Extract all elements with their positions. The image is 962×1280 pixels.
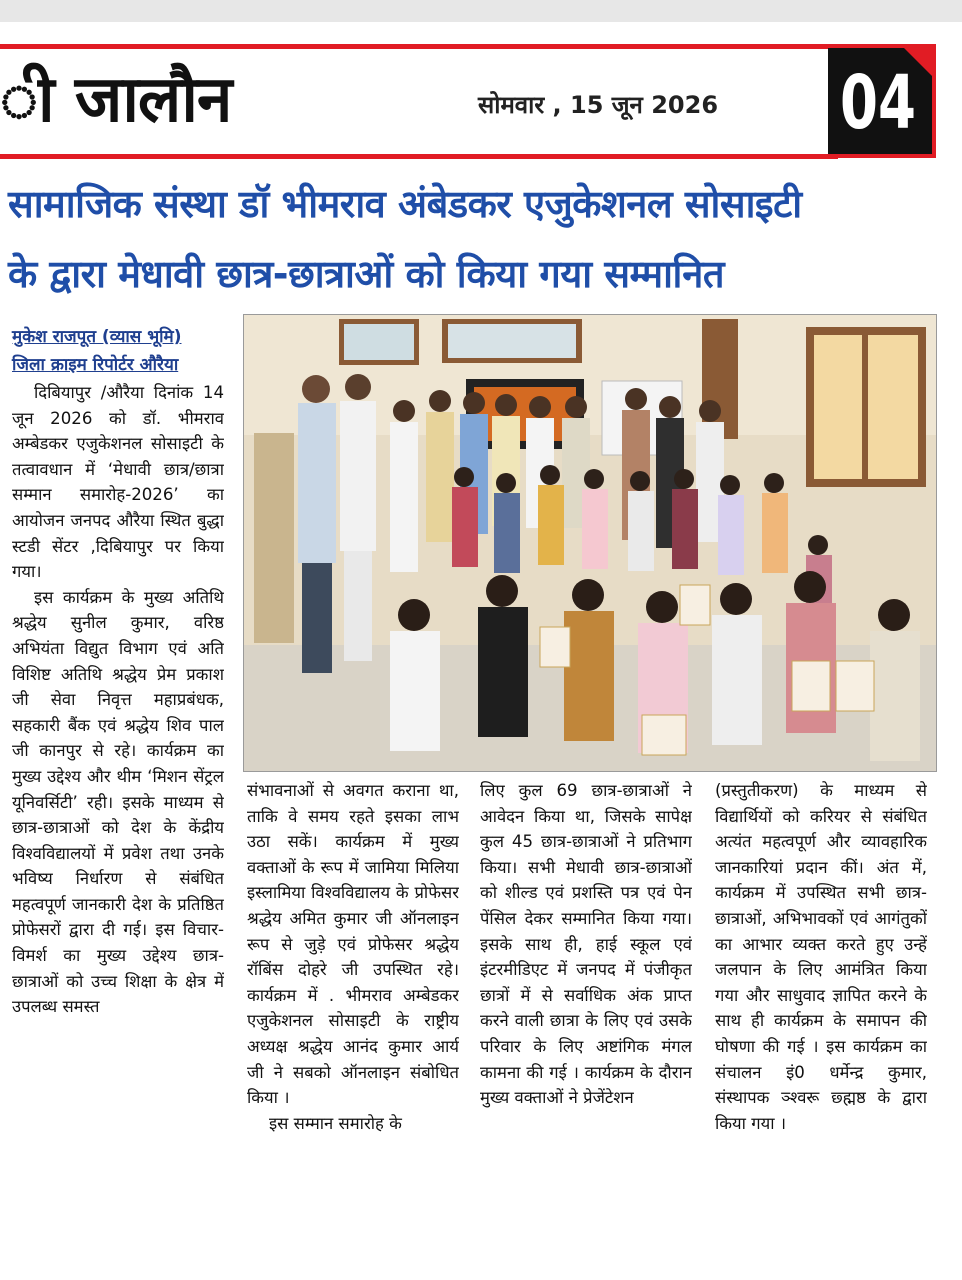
byline-role: जिला क्राइम रिपोर्टर औरैया	[12, 355, 179, 375]
article-column-1	[12, 380, 224, 1280]
top-margin	[0, 0, 962, 22]
paragraph: इस सम्मान समारोह के	[269, 1113, 402, 1133]
paragraph: संभावनाओं से अवगत कराना था, ताकि वे समय रहते इसका लाभ उठा सकें। कार्यक्रम में मुख्य वक्ताओं के रूप में जामिया मिलिया इस्लामिया विश्वविद्यालय के प्रोफेसर श्रद्धेय अमित कुमार जी ऑनलाइन रूप से जुड़े एवं प्रोफेसर श्रद्धेय रॉबिंस दोहरे जी उपस्थित रहे। कार्यक्रम में . भीमराव अम्बेडकर एजुकेशनल सोसाइटी के राष्ट्रीय अध्यक्ष श्रद्धेय आनंद कुमार आर्य जी ने सबको ऑनलाइन संबोधित किया ।	[247, 781, 459, 1108]
group-photo-illustration	[244, 315, 937, 772]
paragraph: (प्रस्तुतीकरण) के माध्यम से विद्यार्थियों को करियर से संबंधित अत्यंत महत्वपूर्ण और व्यावहारिक जानकारियां प्रदान कीं। अंत में, कार्यक्रम में उपस्थित सभी छात्र-छात्राओं, अभिभावकों एवं आगंतुकों का आभार व्यक्त करते हुए उन्हें जलपान के लिए आमंत्रित किया गया और साधुवाद ज्ञापित करने के साथ ही कार्यक्रम के समापन की घोषणा की गई । इस कार्यक्रम का संचालन इं0 धर्मेन्द्र कुमार, संस्थापक ञ्श्वरू छ्ह्मष्ठ के द्वारा किया गया ।	[715, 781, 927, 1133]
headline-line-1: सामाजिक संस्था डॉ भीमराव अंबेडकर एजुकेशनल सोसाइटी	[8, 182, 802, 226]
headline-line-2: के द्वारा मेधावी छात्र-छात्राओं को किया गया सम्मानित	[8, 252, 725, 296]
masthead-date: सोमवार , 15 जून 2026	[478, 91, 719, 119]
masthead-title: ी जालौन	[0, 63, 232, 137]
article-column-3	[480, 778, 692, 1280]
group-photo	[243, 314, 937, 772]
byline-name: मुकेश राजपूत (व्यास भूमि)	[12, 327, 182, 347]
page-number: 04	[840, 60, 916, 146]
article-column-2	[247, 778, 459, 1280]
header-rule-bottom	[0, 154, 838, 159]
paragraph: दिबियापुर /औरैया दिनांक 14 जून 2026 को डॉ. भीमराव अम्बेडकर एजुकेशनल सोसाइटी के तत्वावधान में ‘मेधावी छात्र/छात्रा सम्मान समारोह-2026’ का आयोजन जनपद औरैया स्थित बुद्धा स्टडी सेंटर ,दिबियापुर पर किया गया।	[12, 383, 224, 582]
header-rule-top	[0, 44, 838, 49]
paragraph: लिए कुल 69 छात्र-छात्राओं ने आवेदन किया था, जिसके सापेक्ष कुल 45 छात्र-छात्राओं ने प्रतिभाग किया। सभी मेधावी छात्र-छात्राओं को शील्ड एवं प्रशस्ति पत्र एवं पेन पेंसिल देकर सम्मानित किया गया। इसके साथ ही, हाई स्कूल एवं इंटरमीडिएट में जनपद में पंजीकृत छात्रों में से सर्वाधिक अंक प्राप्त करने वाली छात्रा के लिए एवं उसके परिवार के लिए अष्टांगिक मंगल कामना की गई । कार्यक्रम के दौरान मुख्य वक्ताओं ने प्रेजेंटेशन	[480, 781, 692, 1108]
paragraph: इस कार्यक्रम के मुख्य अतिथि श्रद्धेय सुनील कुमार, वरिष्ठ अभियंता विद्युत विभाग एवं अति विशिष्ट अतिथि श्रद्धेय प्रेम प्रकाश जी सेवा निवृत्त महाप्रबंधक, सहकारी बैंक एवं श्रद्धेय शिव पाल जी कानपुर से रहे। कार्यक्रम का मुख्य उद्देश्य और थीम ‘मिशन सेंट्रल यूनिवर्सिटी’ रही। इसके माध्यम से छात्र-छात्राओं को देश के केंद्रीय विश्वविद्यालयों में प्रवेश तथा उनके भविष्य निर्धारण से संबंधित महत्वपूर्ण जानकारी देश के प्रतिष्ठित प्रोफेसरों द्वारा दी गई। इस विचार-विमर्श का मुख्य उद्देश्य छात्र-छात्राओं को उच्च शिक्षा के क्षेत्र में उपलब्ध समस्त	[12, 587, 224, 1017]
article-column-4	[715, 778, 927, 1280]
page-number-box	[828, 44, 936, 158]
